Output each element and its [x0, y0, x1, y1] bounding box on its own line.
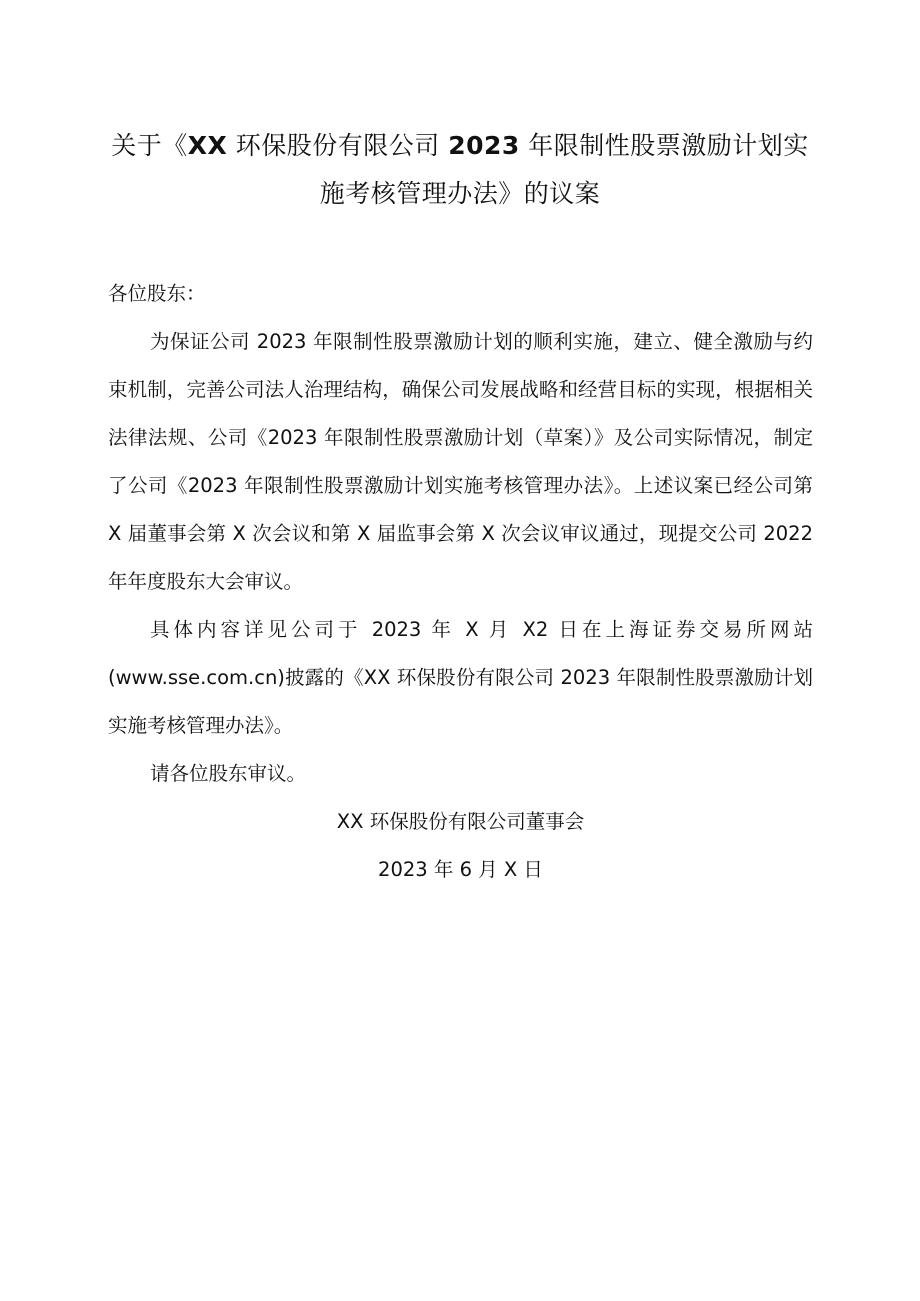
title-company-code: XX [187, 131, 228, 160]
paragraph-request: 请各位股东审议。 [150, 762, 307, 785]
paragraph-purpose: 为保证公司 2023 年限制性股票激励计划的顺利实施，建立、健全激励与约束机制，完善公司法人治理结构，确保公司发展战略和经营目标的实现，根据相关法律法规、公司《2023 年限制性股票激励计划（草案）》及公司实际情况，制定了公司《2023 年限制性股票激励计划实施考核管理办法》。上述议案已经公司第 X 届董事会第 X 次会议和第 X 届监事会第 X 次会议审议通过，现提交公司 2022 年年度股东大会审议。 [108, 330, 813, 593]
title-text-2: 环保股份有限公司 [227, 131, 449, 160]
signature-organization: XX 环保股份有限公司董事会 [336, 810, 585, 833]
title-text-3: 年限制性股票激励计划实施考核管理办法》的议案 [319, 131, 809, 208]
paragraph-details: 具体内容详见公司于 2023 年 X 月 X2 日在上海证券交易所网站(www.sse.com.cn)披露的《XX 环保股份有限公司 2023 年限制性股票激励计划实施考核管理办法》。 [108, 618, 813, 737]
document-title [100, 122, 820, 218]
title-year: 2023 [448, 131, 520, 160]
title-text-1: 关于《 [111, 131, 188, 160]
salutation: 各位股东： [108, 282, 206, 305]
signature-date: 2023 年 6 月 X 日 [378, 858, 543, 881]
